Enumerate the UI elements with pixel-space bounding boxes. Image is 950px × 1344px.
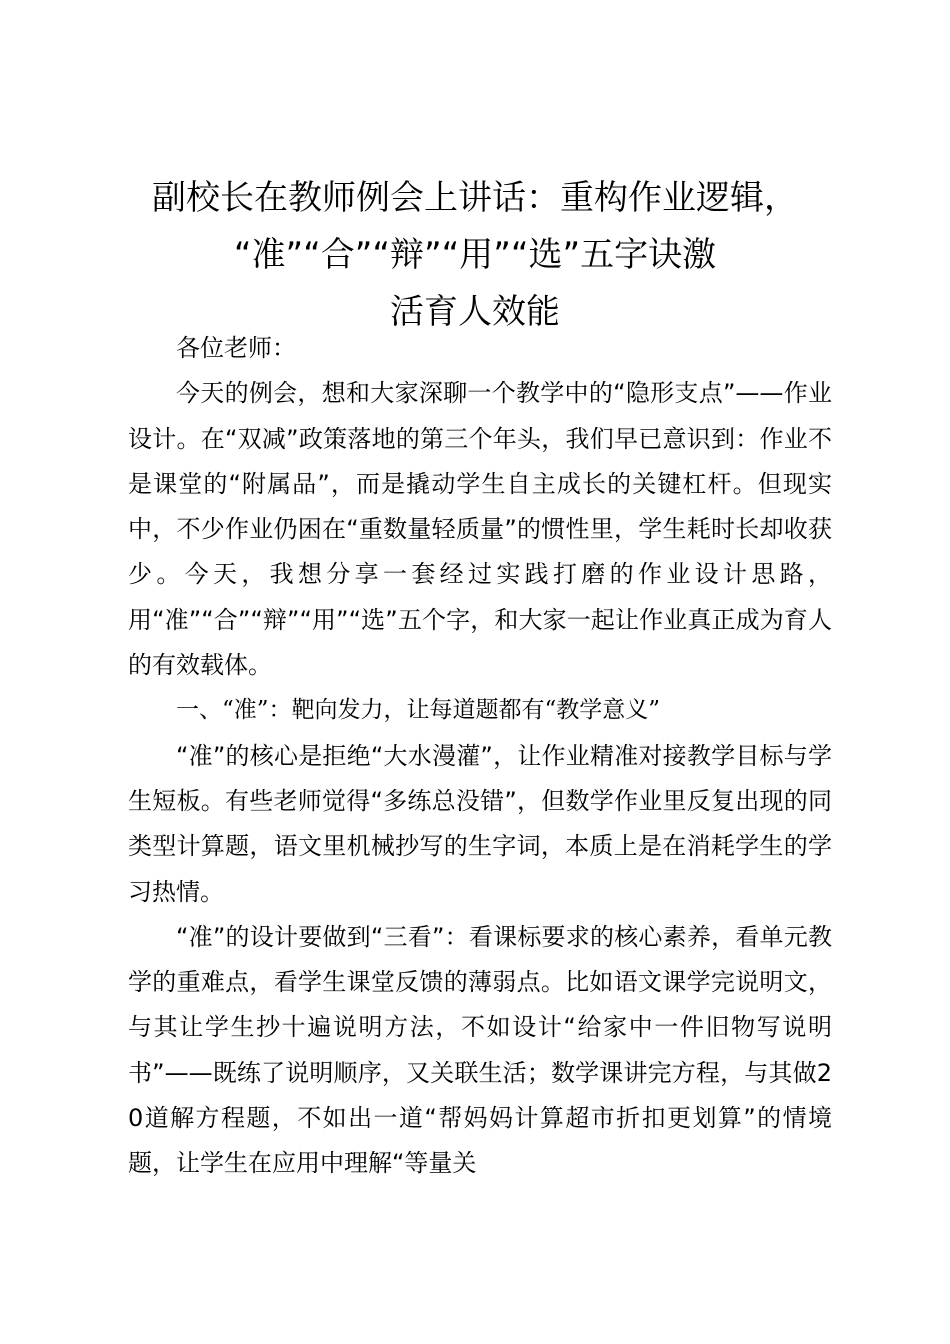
section-1-heading: 一、“准”：靶向发力，让每道题都有“教学意义” [176,697,661,724]
section-1-paragraph-2: “准”的设计要做到“三看”：看课标要求的核心素养，看单元教学的重难点，看学生课堂反馈的薄弱点。比如语文课学完说明文，与其让学生抄十遍说明方法，不如设计“给家中一件旧物写说明书”——既练了说明顺序，又关联生活；数学课讲完方程，与其做20道解方程题，不如出一道“帮妈妈计算超市折扣更划算”的情境题，让学生在应用中理解“等量关 [128,922,832,1178]
salutation: 各位老师： [176,334,296,362]
title-line-1: 副校长在教师例会上讲话：重构作业逻辑， [152,178,798,218]
section-1-paragraph-1: “准”的核心是拒绝“大水漫灌”，让作业精准对接教学目标与学生短板。有些老师觉得“多练总没错”，但数学作业里反复出现的同类型计算题，语文里机械抄写的生字词，本质上是在消耗学生的学习热情。 [128,741,832,906]
intro-paragraph: 今天的例会，想和大家深聊一个教学中的“隐形支点”——作业设计。在“双减”政策落地的第三个年头，我们早已意识到：作业不是课堂的“附属品”，而是撬动学生自主成长的关键杠杆。但现实中，不少作业仍困在“重数量轻质量”的惯性里，学生耗时长却收获少。今天，我想分享一套经过实践打磨的作业设计思路，用“准”“合”“辩”“用”“选”五个字，和大家一起让作业真正成为育人的有效载体。 [128,379,832,680]
title-line-2: “准”“合”“辩”“用”“选”五字诀激 [233,235,717,275]
document-body [128,326,832,1187]
document-title [120,170,830,341]
title-line-3: 活育人效能 [390,292,560,332]
